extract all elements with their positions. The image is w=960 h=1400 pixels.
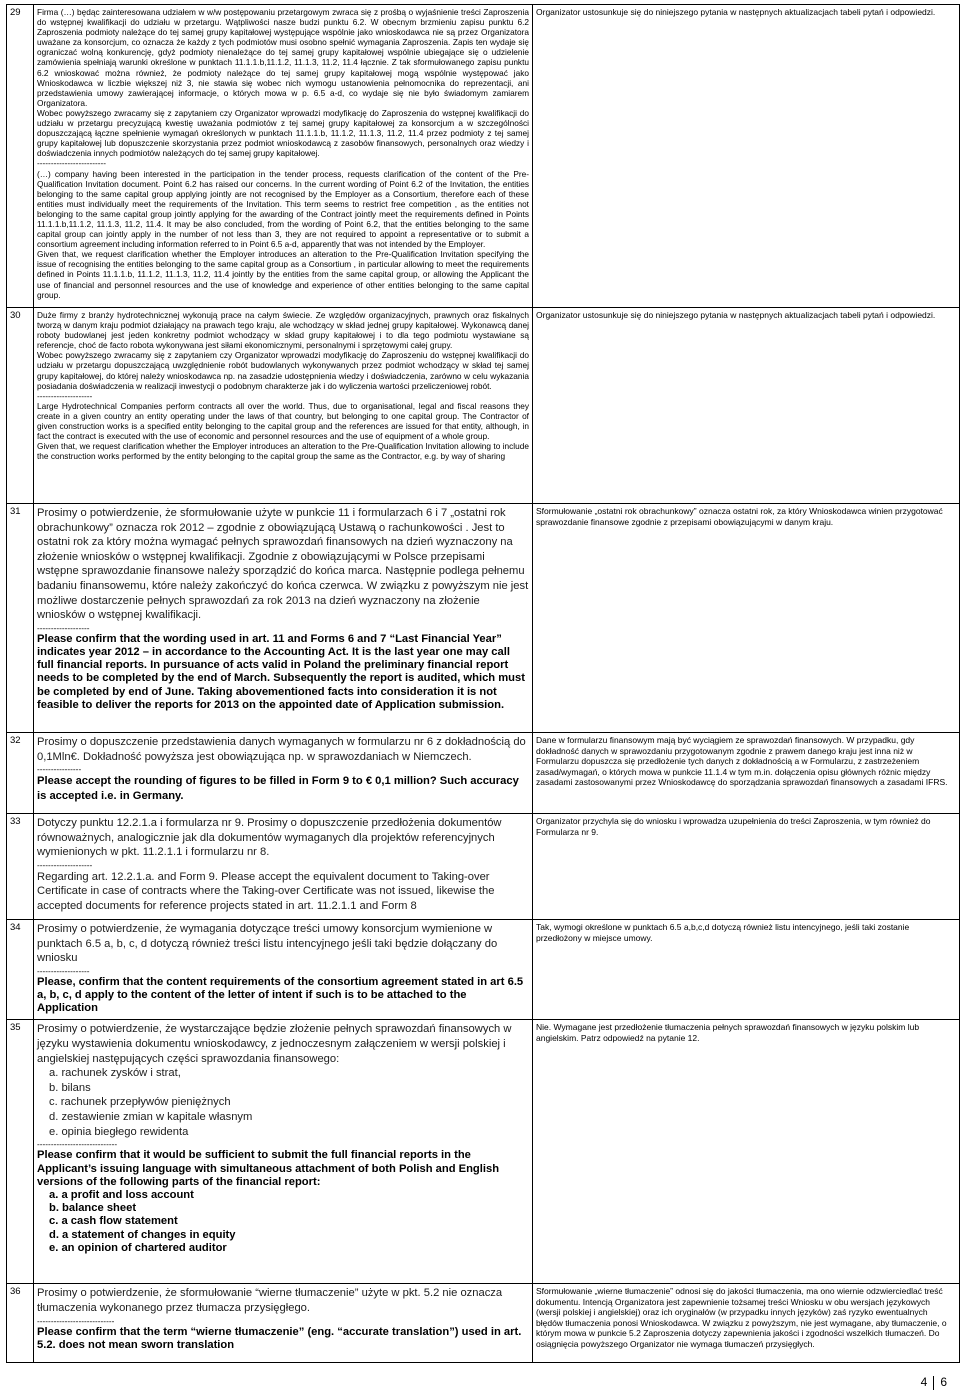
question-en: Please confirm that it would be sufficient to submit the full financial reports in the Applicant’s issuing language with simultaneous attachment of both Polish and English versions of the following parts of the financial report: bbox=[37, 1149, 500, 1188]
separator: ------------------- bbox=[37, 622, 90, 633]
table-row bbox=[7, 5, 960, 308]
answer-text: Nie. Wymagane jest przedłożenie tłumaczenia pełnych sprawozdań finansowych w języku polskim lub angielskim. Patrz odpowiedź na pytanie 12. bbox=[533, 1020, 960, 1284]
list-item: a. a profit and loss account bbox=[49, 1188, 194, 1201]
list-item: e. opinia biegłego rewidenta bbox=[49, 1125, 189, 1138]
question-number: 34 bbox=[7, 920, 34, 1020]
question-text bbox=[34, 920, 533, 1020]
separator: ------------------- bbox=[37, 965, 90, 976]
question-pl: Prosimy o potwierdzenie, że sformułowanie użyte w punkcie 11 i formularzach 6 i 7 „ostatni rok obrachunkowy” oznacza rok 2012 – zgodnie z obowiązującą Ustawą o rachunkowości . Jest to ostatni rok za który można wymagać pełnych sprawozdań finansowych na dzień wyznaczony na złożenie wniosków o wstępnej kwalifikacji. Zgodnie z obowiązującymi w Polsce przepisami wstępne sprawozdanie finansowe należy sporządzić do końca marca. Następnie podlega pełnemu badaniu finansowemu, które należy zakończyć do końca czerwca. W związku z powyższym nie jest możliwe dostarczenie pełnych sprawozdań za rok 2013 na dzień wyznaczony na złożenie wniosków o wstępnej kwalifikacji. bbox=[37, 507, 529, 622]
answer-text: Tak, wymogi określone w punktach 6.5 a,b,c,d dotyczą również listu intencyjnego, jeśli taki zostanie przedłożony w miejsce umowy. bbox=[533, 920, 960, 1020]
separator: ---------------------------- bbox=[37, 1315, 115, 1326]
answer-text: Organizator ustosunkuje się do niniejszego pytania w następnych aktualizacjach tabeli pytań i odpowiedzi. bbox=[533, 308, 960, 504]
question-pl: Prosimy o potwierdzenie, że wymagania dotyczące treści umowy konsorcjum wymienione w punktach 6.5 a, b, c, d dotyczą również treści listu intencyjnego jeśli taki będzie dołączany do wniosku bbox=[37, 923, 498, 965]
separator: ---------------- bbox=[37, 764, 82, 775]
question-en: Please confirm that the wording used in art. 11 and Forms 6 and 7 “Last Financial Year” indicates year 2012 – in accordance to the Accounting Act. It is the last year one may call full financial reports. In pursuance of acts valid in Poland the preliminary financial report needs to be completed by the end of March. Subsequently the report is audited, which must be completed by end of June. Taking abovementioned facts into consideration it is not feasible to deliver the reports for 2013 on the appointed date of Application submission. bbox=[37, 632, 525, 711]
table-row bbox=[7, 920, 960, 1020]
question-en: (…) company having been interested in the participation in the tender process, requests clarification of the content of the Pre-Qualification Invitation document. Point 6.2 has raised our concerns. In the current wording of Point 6.2 of the Invitation, the entities belonging to the same capital group applying jointly are not recognised by the Employer as a Consortium, therefore each of these entities must individually meet the requirements of the Invitation. This term seems to restrict free competition , as the entities not belonging to the same capital group jointly applying for the awarding of the Contract jointly meet the requirements defined in Points 11.1.1.b,11.1.2, 11.1.3, 11.2, 11.4. It may be also concluded, from the wording of Point 6.2, that the entities belonging to the same capital group can jointly apply in the number of not less than 3, they are not required to appoint a representative or to submit a consortium agreement including information referred to in Point 6.5 a-d, apparently that was not intended by the Employer. bbox=[37, 168, 529, 250]
question-text bbox=[34, 5, 533, 308]
answer-text: Dane w formularzu finansowym mają być wyciągiem ze sprawozdań finansowych. W przypadku, gdy dokładność danych w sprawozdaniu przygotowanym zgodnie z prawem danego kraju jest inna niż w Formularzu dopuszcza się przedłożenie tych danych z dokładnością a w Formularzu, z zastrzeżeniem zasad/wymagań, o których mowa w punkcie 11.1.4 w tym m.in. dołączenia opisu głównych różnic między zasadami zastosowanymi przez Wnioskodawcę do sporządzania sprawozdań finansowych a zasadami IFRS. bbox=[533, 733, 960, 814]
question-text bbox=[34, 814, 533, 920]
list-item: e. an opinion of chartered auditor bbox=[49, 1241, 227, 1254]
question-text bbox=[34, 733, 533, 814]
question-en: Please confirm that the term “wierne tłumaczenie” (eng. “accurate translation”) used in art. 5.2. does not mean sworn translation bbox=[37, 1325, 522, 1351]
answer-text: Sformułowanie „wierne tłumaczenie” odnosi się do jakości tłumaczenia, ma ono wiernie odzwierciedlać treść dokumentu. Intencją Organizatora jest zapewnienie tożsamej treści Wniosku w obu wersjach językowych (wersji polskiej i angielskiej) oraz ich oryginałów (w przypadku innych języków) zaś ryzyko ewentualnych błędów tłumaczenia ponosi Wnioskodawca. W związku z powyższym, nie jest wymagane, aby tłumaczenie, o którym mowa w punkcie 5.2 Zaproszenia dotyczy zapewnienia jakości i zgodności wszelkich tłumaczeń. Do osiągnięcia powyższego Organizator nie wymaga tłumaczeń przysięgłych. bbox=[533, 1284, 960, 1363]
table-row bbox=[7, 1020, 960, 1284]
table-row bbox=[7, 504, 960, 733]
separator: -------------------- bbox=[37, 390, 93, 401]
question-number: 31 bbox=[7, 504, 34, 733]
page-separator bbox=[933, 1376, 934, 1390]
separator: ----------------------------- bbox=[37, 1139, 118, 1150]
list-item: b. bilans bbox=[49, 1081, 91, 1094]
separator: -------------------- bbox=[37, 859, 93, 870]
table-row bbox=[7, 733, 960, 814]
question-pl: Prosimy o dopuszczenie przedstawienia danych wymaganych w formularzu nr 6 z dokładnością do 0,1Mln€. Dokładność powyższa jest obowiązująca np. w sprawozdaniach w Niemczech. bbox=[37, 736, 526, 763]
table-row bbox=[7, 308, 960, 504]
list-item: d. zestawienie zmian w kapitale własnym bbox=[49, 1111, 253, 1124]
qa-table bbox=[6, 4, 960, 1363]
question-pl: Prosimy o potwierdzenie, że wystarczające będzie złożenie pełnych sprawozdań finansowych w języku wystawienia dokumentu wnioskodawcy, z jednoczesnym załączeniem w wersji polskiej i angielskiej następujących części sprawozdania finansowego: bbox=[37, 1023, 512, 1065]
question-number: 32 bbox=[7, 733, 34, 814]
question-pl: Firma (…) będąc zainteresowana udziałem w w/w postępowaniu przetargowym zwraca się z prośbą o wyjaśnienie treści Zaproszenia do wstępnej kwalifikacji do udziału w przetargu. Wątpliwości nasze budzi punktu 6.2. W obecnym brzmieniu zapisu punktu 6.2 Zaproszenia podmioty należące do tej samej grupy kapitałowej występujące wspólnie jako wnioskodawca nie są przez Organizatora uważane za konsorcjum, co oznacza że każdy z tych podmiotów musi osobno spełnić wymagania Zaproszenia. Zapis ten wydaje się ograniczać wolną konkurencję, gdyż podmioty nienależące do tej samej grupy kapitałowej wspólnie ubiegające się o udzielenie zamówienia spełniają warunki określone w punktach 11.1.1.b,11.1.2, 11.1.3, 11.2, 11.4 łącznie. Z tak sformułowanego zapisu punktu 6.2 wnioskować można również, że podmioty należące do tej samej grupy kapitałowej mogą wspólnie występować jako Wnioskodawca w liczbie większej niż 3, nie stawia się wobec nich wymogu ustanowienia pełnomocnika do reprezentacji, ani przedstawienia umowy zawierającej informacje, o których mowa w p. 6.5 a-d, co wydaje się nie było świadomym zamiarem Organizatora. bbox=[37, 7, 529, 108]
question-number: 33 bbox=[7, 814, 34, 920]
answer-text: Organizator przychyla się do wniosku i wprowadza uzupełnienia do treści Zaproszenia, w tym również do Formularza nr 9. bbox=[533, 814, 960, 920]
question-en: Please accept the rounding of figures to be filled in Form 9 to € 0,1 million? Such accuracy is accepted i.e. in Germany. bbox=[37, 775, 519, 802]
separator: ------------------------- bbox=[37, 158, 107, 169]
question-number: 36 bbox=[7, 1284, 34, 1363]
question-pl: Duże firmy z branży hydrotechnicznej wykonują prace na całym świecie. Ze względów organizacyjnych, prawnych oraz fiskalnych tworzą w danym kraju podmiot działający na prawach tego kraju, ale wchodzący w skład jednej grupy kapitałowej. Wykonawcą danej roboty budowlanej jest jeden konkretny podmiot wchodzący w skład grupy kapitałowej i to dla tego podmiotu wystawiane są referencje, choć de facto robota wykonywana jest siłami ekonomicznymi, personalnymi i sprzętowymi całej grupy. bbox=[37, 310, 529, 351]
question-en: Large Hydrotechnical Companies perform contracts all over the world. Thus, due to organisational, legal and fiscal reasons they create in a given country an entity operating under the laws of that country, but belonging to one capital group. The Contractor of given construction works is a specified entity belonging to the capital group and the references are issued for that entity, although, in fact the contract is executed with the use of economic and personnel resources and the use of equipment of a whole group. bbox=[37, 400, 529, 442]
page-counter bbox=[918, 1375, 950, 1390]
question-en: Regarding art. 12.2.1.a. and Form 9. Please accept the equivalent document to Taking-over Certificate in case of contracts where the Taking-over Certificate was not issued, likewise the accepted documents for reference projects stated in art. 11.2.1.1 and Form 8 bbox=[37, 870, 495, 913]
list-item: a. rachunek zysków i strat, bbox=[49, 1067, 181, 1080]
question-text bbox=[34, 504, 533, 733]
table-row bbox=[7, 1284, 960, 1363]
question-pl: Dotyczy punktu 12.2.1.a i formularza nr 9. Prosimy o dopuszczenie przedłożenia dokumentów równoważnych, analogicznie jak dla dokumentów wymaganych dla projektów referencyjnych wymienionych w pkt. 11.2.1.1 i formularzu nr 8. bbox=[37, 817, 502, 859]
list-item: d. a statement of changes in equity bbox=[49, 1228, 236, 1241]
answer-text: Sformułowanie „ostatni rok obrachunkowy” oznacza ostatni rok, za który Wnioskodawca winien przygotować sprawozdanie finansowe zgodnie z przepisami obowiązującymi w danym kraju. bbox=[533, 504, 960, 733]
question-number: 35 bbox=[7, 1020, 34, 1284]
page-total: 6 bbox=[940, 1375, 947, 1390]
question-text bbox=[34, 308, 533, 504]
list-item: c. a cash flow statement bbox=[49, 1215, 178, 1228]
question-text bbox=[34, 1020, 533, 1284]
question-en: Given that, we request clarification whether the Employer introduces an alteration to the Pre-Qualification Invitation allowing to include the construction works performed by the entity belonging to the capital group the same as the Contractor, e.g. by way of sharing bbox=[37, 441, 529, 462]
page-current: 4 bbox=[920, 1375, 928, 1390]
list-item: c. rachunek przepływów pieniężnych bbox=[49, 1096, 231, 1109]
table-row bbox=[7, 814, 960, 920]
question-text bbox=[34, 1284, 533, 1363]
question-number: 30 bbox=[7, 308, 34, 504]
question-pl: Wobec powyższego zwracamy się z zapytaniem czy Organizator wprowadzi modyfikację do Zaproszeniu do wstępnej kwalifikacji do udziału w przetargu dopuszczającą uwzględnienie robót budowlanych wykonywanych przez podmiot wchodzący w skład tej samej grupy kapitałowej, do której należy wnioskodawca np. na zasadzie udostępnienia wiedzy i doświadczenia, zarówno w celu wykazania posiadania doświadczenia w realizacji inwestycji o podobnym charakterze jak i do wyliczenia wartości przeliczeniowej robót. bbox=[37, 350, 529, 391]
question-en: Given that, we request clarification whether the Employer introduces an alteration to the Pre-Qualification Invitation specifying the issue of recognising the entities belonging to the same capital group as a Consortium , in particular allowing to meet the requirements defined in Points 11.1.1.b, 11.1.2, 11.1.3, 11.2, 11.4 jointly by the entities from the same capital group, or allowing the Applicant the use of financial and personnel resources and the use of knowledge and experience of other entities belonging to the same capital group. bbox=[37, 249, 529, 300]
question-en: Please, confirm that the content requirements of the consortium agreement stated in art 6.5 a, b, c, d apply to the content of the letter of intent if such is to be attached to the Application bbox=[37, 975, 524, 1015]
list-item: b. balance sheet bbox=[49, 1202, 137, 1215]
question-pl: Wobec powyższego zwracamy się z zapytaniem czy Organizator wprowadzi modyfikację do Zaproszenia do wstępnej kwalifikacji do udziału w przetargu precyzującą kwestię uważania podmiotów z tej samej grupy kapitałowej za konsorcjum a w szczególności dopuszczającą łączne spełnienie wymagań określonych w punktach 11.1.1.b, 11.1.2, 11.1.3, 11.2, 11.4 przez podmioty z tej samej grupy kapitałowej lub dopuszczenie skorzystania przez podmiot wnioskodawcą z zasobów finansowych, personalnych oraz wiedzy i doświadczenia innych podmiotów należących do tej samej grupy kapitałowej. bbox=[37, 107, 529, 159]
question-pl: Prosimy o potwierdzenie, że sformułowanie “wierne tłumaczenie” użyte w pkt. 5.2 nie oznacza tłumaczenia wykonanego przez tłumacza przysięgłego. bbox=[37, 1287, 503, 1315]
answer-text: Organizator ustosunkuje się do niniejszego pytania w następnych aktualizacjach tabeli pytań i odpowiedzi. bbox=[533, 5, 960, 308]
question-number: 29 bbox=[7, 5, 34, 308]
